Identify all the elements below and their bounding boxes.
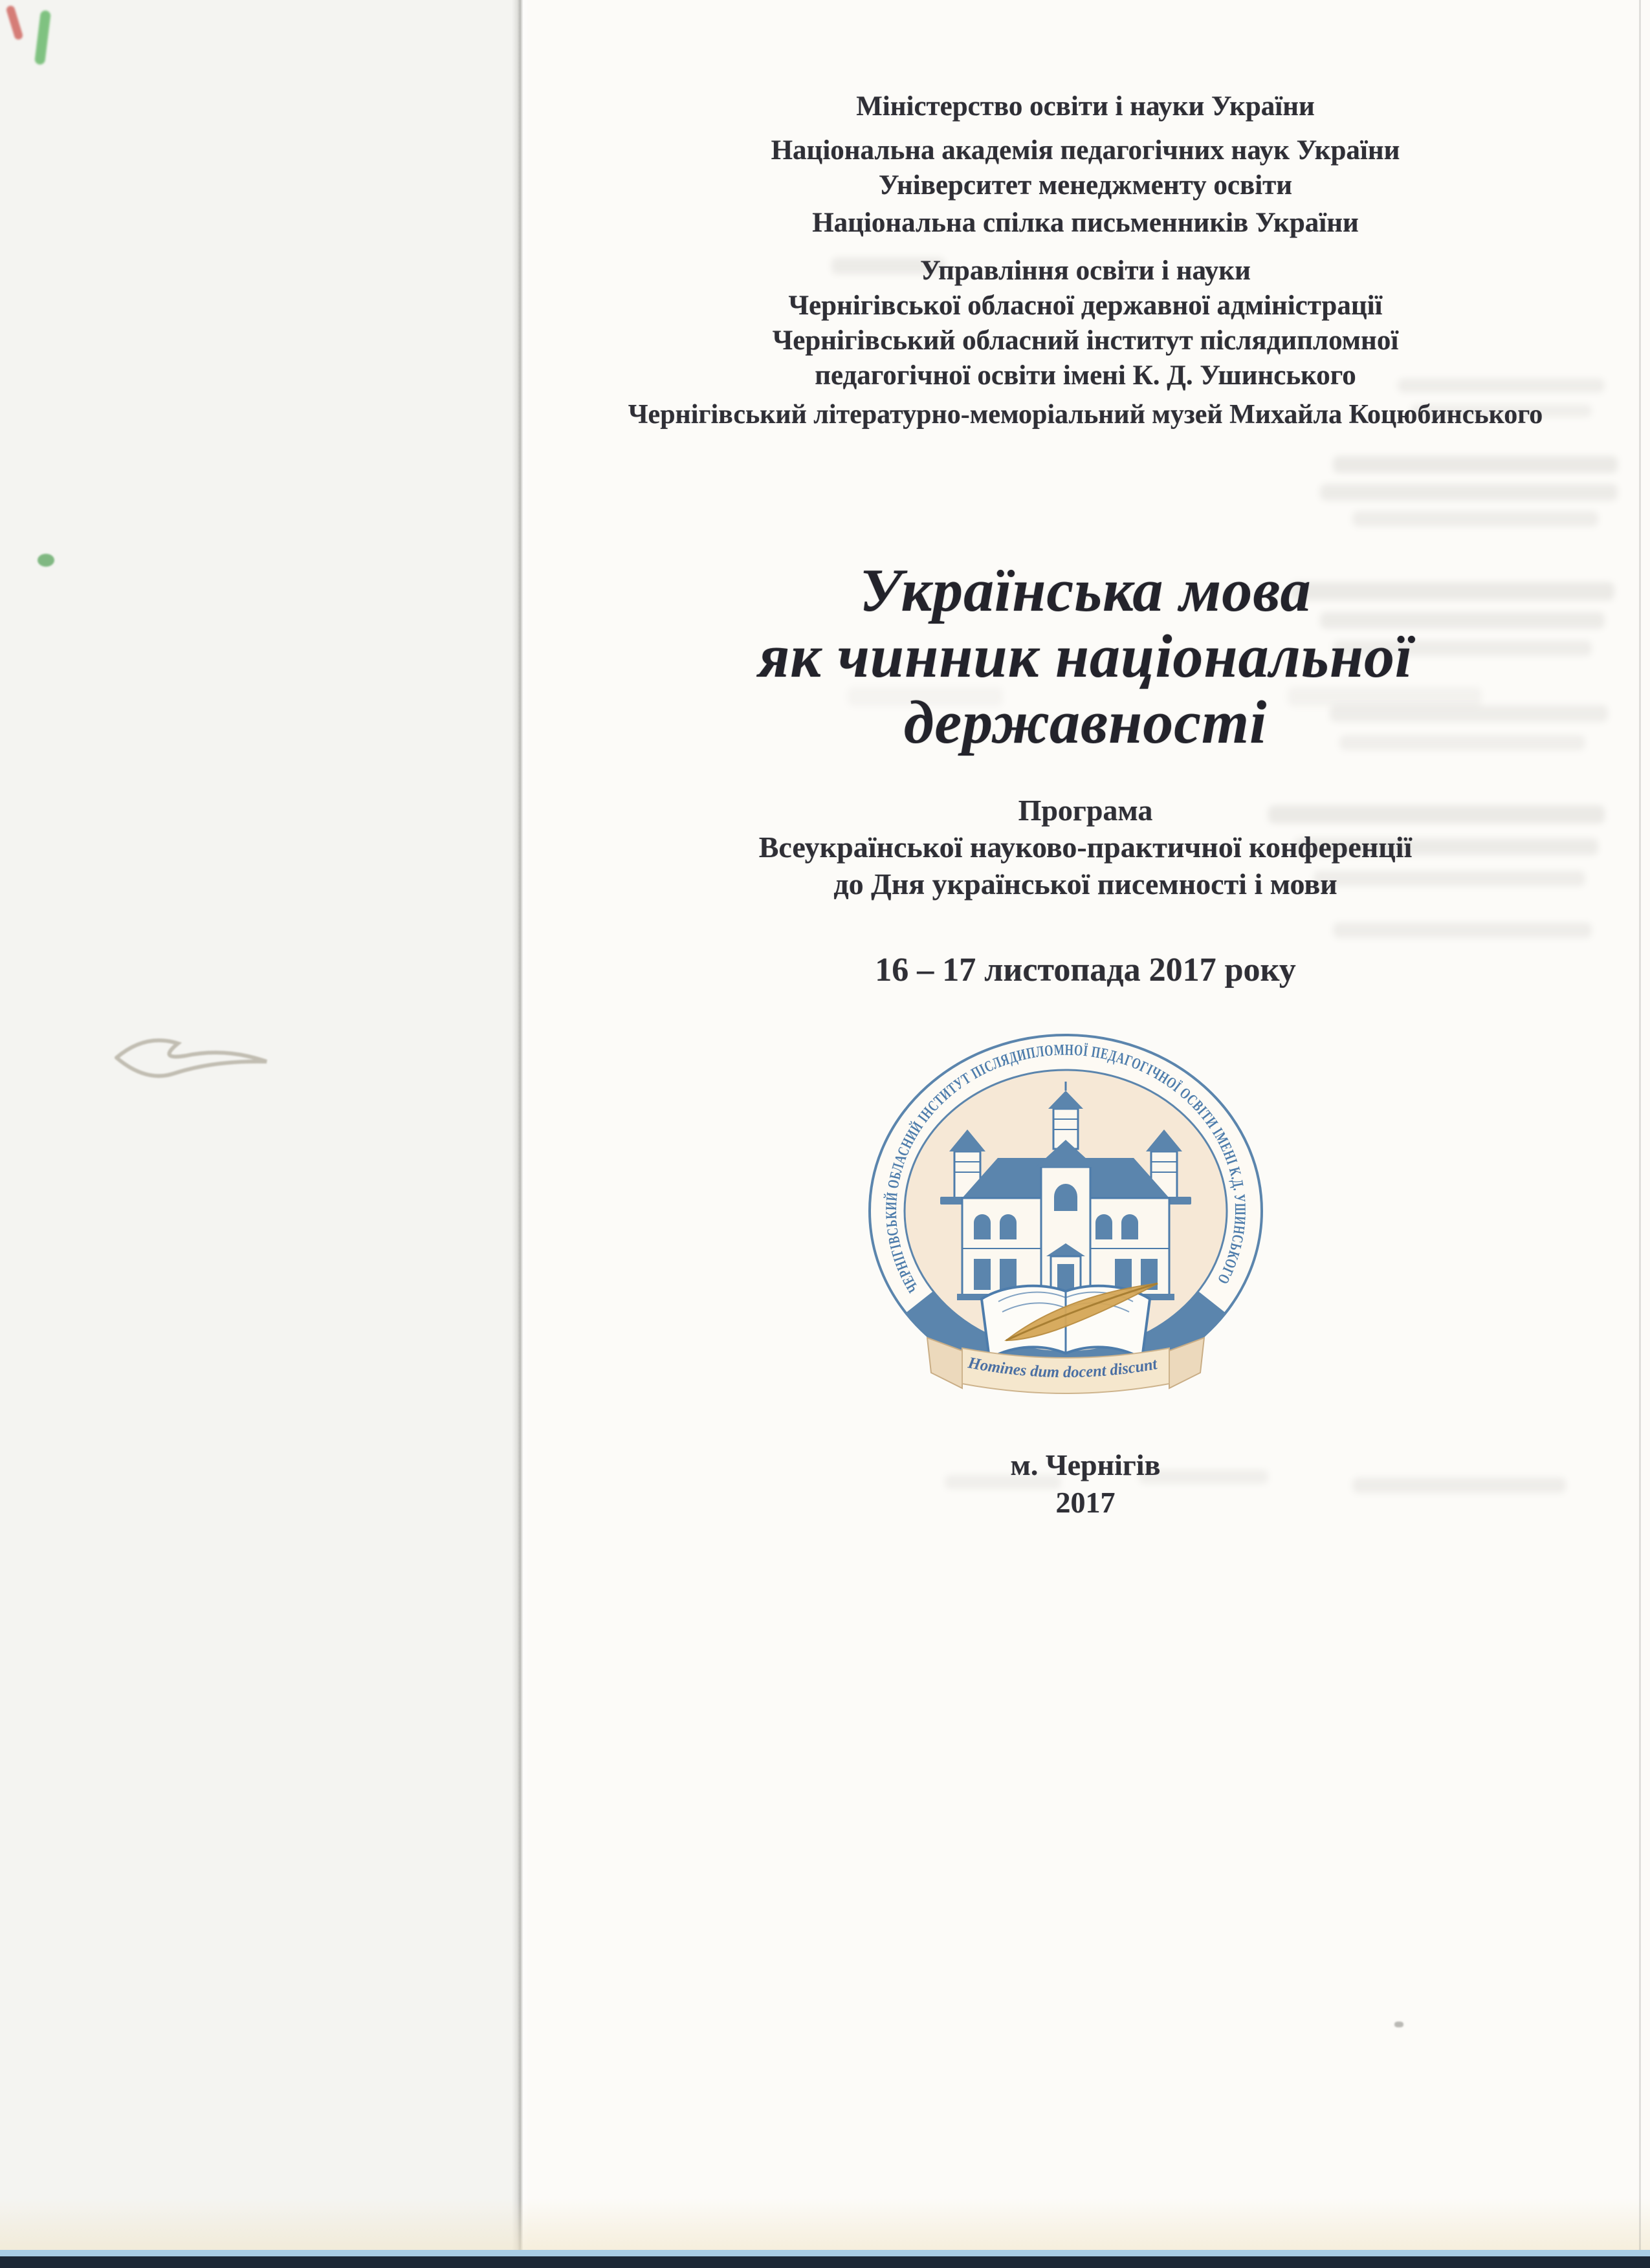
emblem-ring-text: ЧЕРНІГІВСЬКИЙ ОБЛАСНИЙ ІНСТИТУТ ПІСЛЯДИПЛОМНОЇ ПЕДАГОГІЧНОЇ ОСВІТИ ІМЕНІ К.Д. УШИНСЬКОГО — [883, 1041, 1249, 1296]
conference-title-line-2: як чинник національної — [758, 623, 1413, 690]
org-line-institute-1: Чернігівський обласний інститут післядипломної — [772, 325, 1399, 356]
org-line-university: Університет менеджменту освіти — [878, 170, 1293, 201]
page-right-edge-line — [1639, 0, 1641, 2268]
pencil-scratch — [97, 1012, 343, 1096]
gray-speck — [1394, 2022, 1403, 2027]
institute-emblem — [865, 1031, 1266, 1406]
scanner-edge-dark — [0, 2256, 1650, 2268]
org-line-edu-dept: Управління освіти і науки — [920, 256, 1251, 286]
subtitle-occasion: до Дня української писемності і мови — [833, 867, 1337, 900]
emblem-graphic — [865, 1031, 1266, 1406]
footer-year: 2017 — [1055, 1486, 1116, 1519]
green-dot-mark — [38, 554, 54, 567]
org-line-institute-2: педагогічної освіти імені К. Д. Ушинського — [815, 360, 1356, 391]
paper-warm-band — [0, 2198, 1650, 2250]
org-line-museum: Чернігівський літературно-меморіальний музей Михайла Коцюбинського — [628, 400, 1543, 430]
bleed-through-text — [1333, 922, 1592, 938]
subtitle-conference: Всеукраїнської науково-практичної конференції — [758, 831, 1413, 864]
motto-text: Homines dum docent discunt — [966, 1354, 1159, 1382]
bleed-through-text — [1352, 511, 1598, 527]
subtitle-program: Програма — [1018, 794, 1153, 827]
bleed-through-text — [1320, 484, 1618, 501]
org-line-ministry: Міністерство освіти і науки України — [856, 91, 1315, 122]
conference-title-line-1: Українська мова — [859, 557, 1312, 624]
conference-date: 16 – 17 листопада 2017 року — [875, 952, 1296, 988]
org-line-writers-union: Національна спілка письменників України — [812, 208, 1359, 238]
footer-city: м. Чернігів — [1010, 1448, 1161, 1481]
org-line-academy: Національна академія педагогічних наук України — [771, 135, 1400, 166]
scanner-edge-light — [0, 2250, 1650, 2256]
conference-title-line-3: державності — [903, 689, 1268, 756]
bleed-through-text — [1333, 456, 1618, 473]
scanner-background — [0, 0, 521, 2268]
org-line-admin: Чернігівської обласної державної адміністрації — [788, 290, 1383, 321]
